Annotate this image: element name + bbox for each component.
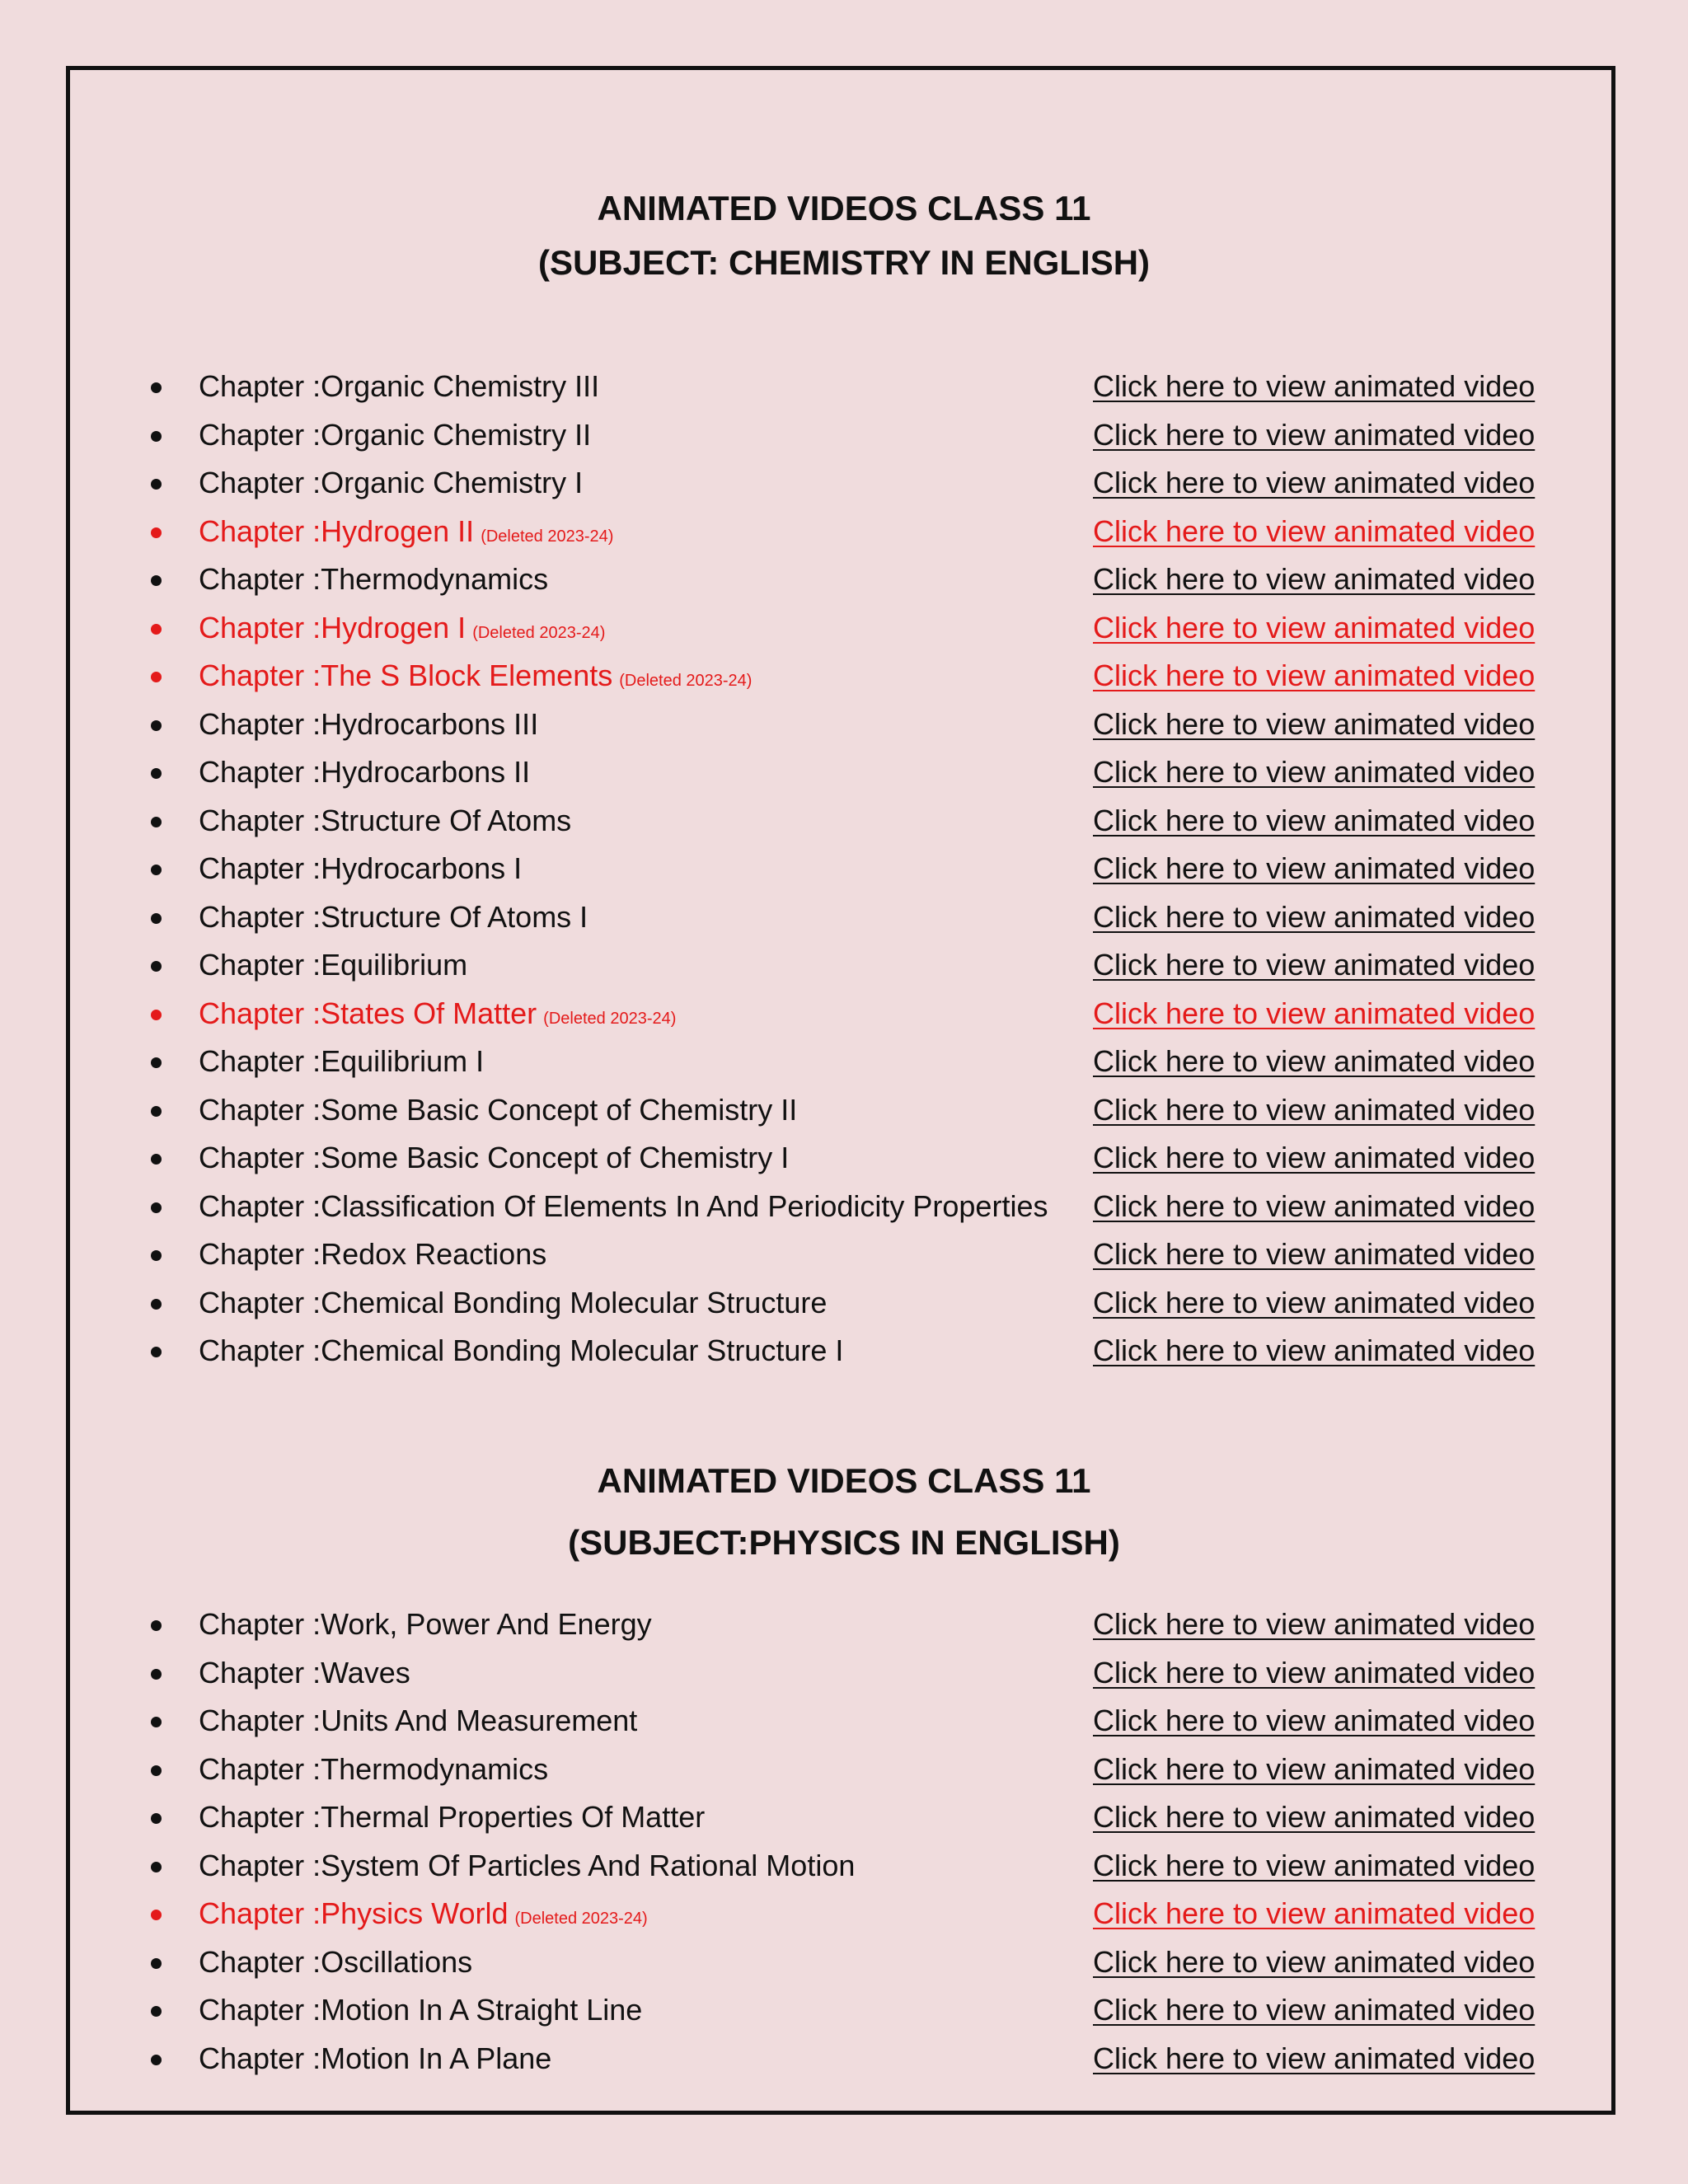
chapter-label: Chapter :Oscillations [199, 1944, 473, 1979]
bullet-icon [151, 1010, 162, 1020]
view-video-link[interactable]: Click here to view animated video [1093, 1607, 1536, 1641]
chapter-title [199, 845, 522, 893]
deleted-note: (Deleted 2023-24) [514, 1910, 648, 1928]
list-item [0, 508, 1688, 556]
view-video-link[interactable]: Click here to view animated video [1093, 562, 1536, 596]
chapter-title [199, 1842, 855, 1891]
list-item [0, 1038, 1688, 1086]
chapter-title [199, 1793, 705, 1842]
chapter-title [199, 508, 613, 561]
bullet-icon [151, 1813, 162, 1824]
physics-heading [0, 1450, 1688, 1573]
bullet-icon [151, 1669, 162, 1680]
list-item [0, 797, 1688, 846]
list-item [0, 990, 1688, 1038]
view-video-link[interactable]: Click here to view animated video [1093, 803, 1536, 837]
list-item [0, 701, 1688, 749]
chemistry-chapter-list [0, 363, 1688, 1376]
chapter-title [199, 363, 599, 411]
bullet-icon [151, 1250, 162, 1261]
bullet-icon [151, 2055, 162, 2065]
bullet-icon [151, 1299, 162, 1310]
deleted-note: (Deleted 2023-24) [481, 527, 614, 546]
bullet-icon [151, 961, 162, 972]
chapter-label: Chapter :Hydrocarbons II [199, 755, 531, 789]
chapter-label: Chapter :The S Block Elements [199, 658, 613, 692]
view-video-link[interactable]: Click here to view animated video [1093, 948, 1536, 982]
deleted-note: (Deleted 2023-24) [619, 672, 753, 690]
chapter-title [199, 1279, 827, 1328]
chapter-label: Chapter :Organic Chemistry I [199, 466, 584, 499]
view-video-link[interactable]: Click here to view animated video [1093, 996, 1536, 1030]
list-item [0, 845, 1688, 893]
physics-heading-line1: ANIMATED VIDEOS CLASS 11 [597, 1461, 1091, 1500]
deleted-note: (Deleted 2023-24) [543, 1009, 677, 1028]
chapter-title [199, 748, 530, 797]
chapter-label: Chapter :Redox Reactions [199, 1237, 547, 1271]
chapter-title [199, 1986, 642, 2035]
chapter-title [199, 652, 752, 705]
bullet-icon [151, 1106, 162, 1117]
list-item [0, 1842, 1688, 1891]
bullet-icon [151, 1717, 162, 1727]
bullet-icon [151, 575, 162, 586]
chapter-label: Chapter :States Of Matter [199, 996, 537, 1030]
view-video-link[interactable]: Click here to view animated video [1093, 755, 1536, 789]
list-item [0, 459, 1688, 508]
view-video-link[interactable]: Click here to view animated video [1093, 1655, 1536, 1690]
list-item [0, 748, 1688, 797]
list-item [0, 1183, 1688, 1231]
list-item [0, 1230, 1688, 1279]
bullet-icon [151, 672, 162, 682]
chapter-title [199, 1183, 1048, 1231]
list-item [0, 1279, 1688, 1328]
view-video-link[interactable]: Click here to view animated video [1093, 2041, 1536, 2075]
view-video-link[interactable]: Click here to view animated video [1093, 369, 1536, 403]
bullet-icon [151, 817, 162, 827]
bullet-icon [151, 624, 162, 635]
bullet-icon [151, 1347, 162, 1357]
chapter-title [199, 604, 605, 658]
chapter-title [199, 893, 588, 942]
view-video-link[interactable]: Click here to view animated video [1093, 1092, 1536, 1127]
view-video-link[interactable]: Click here to view animated video [1093, 1848, 1536, 1882]
list-item [0, 1601, 1688, 1649]
chapter-title [199, 1327, 843, 1376]
list-item [0, 411, 1688, 460]
chapter-label: Chapter :Chemical Bonding Molecular Structure [199, 1285, 828, 1319]
bullet-icon [151, 431, 162, 442]
chemistry-heading [0, 181, 1688, 290]
list-item [0, 1793, 1688, 1842]
view-video-link[interactable]: Click here to view animated video [1093, 899, 1536, 934]
chapter-title [199, 1230, 546, 1279]
chapter-label: Chapter :Waves [199, 1655, 410, 1690]
chapter-title [199, 1134, 789, 1183]
view-video-link[interactable]: Click here to view animated video [1093, 1188, 1536, 1223]
chapter-label: Chapter :Classification Of Elements In And Periodicity Properties [199, 1188, 1048, 1223]
view-video-link[interactable]: Click here to view animated video [1093, 1751, 1536, 1786]
bullet-icon [151, 1958, 162, 1969]
chapter-label: Chapter :Physics World [199, 1896, 509, 1930]
bullet-icon [151, 720, 162, 731]
chapter-title [199, 941, 467, 990]
chapter-label: Chapter :Hydrogen I [199, 610, 467, 644]
chapter-label: Chapter :Organic Chemistry II [199, 417, 592, 452]
list-item [0, 1086, 1688, 1135]
list-item [0, 604, 1688, 653]
chapter-label: Chapter :Equilibrium [199, 948, 468, 982]
list-item [0, 1327, 1688, 1376]
chapter-title [199, 411, 591, 460]
chapter-label: Chapter :Motion In A Straight Line [199, 1993, 643, 2027]
view-video-link[interactable]: Click here to view animated video [1093, 466, 1536, 499]
view-video-link[interactable]: Click here to view animated video [1093, 851, 1536, 885]
list-item [0, 1890, 1688, 1938]
chapter-title [199, 701, 538, 749]
bullet-icon [151, 1620, 162, 1631]
chapter-title [199, 1890, 648, 1943]
chapter-label: Chapter :Units And Measurement [199, 1704, 638, 1737]
chapter-label: Chapter :Chemical Bonding Molecular Structure I [199, 1333, 844, 1367]
list-item [0, 555, 1688, 604]
view-video-link[interactable]: Click here to view animated video [1093, 1285, 1536, 1319]
chapter-label: Chapter :Organic Chemistry III [199, 369, 600, 403]
chapter-label: Chapter :Hydrocarbons I [199, 851, 523, 885]
chapter-title [199, 990, 676, 1043]
chapter-title [199, 2035, 551, 2083]
bullet-icon [151, 527, 162, 538]
chapter-label: Chapter :Some Basic Concept of Chemistry II [199, 1092, 798, 1127]
bullet-icon [151, 382, 162, 393]
list-item [0, 1938, 1688, 1987]
view-video-link[interactable]: Click here to view animated video [1093, 1896, 1536, 1930]
list-item [0, 652, 1688, 701]
bullet-icon [151, 1057, 162, 1068]
view-video-link[interactable]: Click here to view animated video [1093, 1333, 1536, 1367]
list-item [0, 1986, 1688, 2035]
chapter-title [199, 1086, 797, 1135]
chapter-title [199, 1649, 410, 1698]
list-item [0, 363, 1688, 411]
bullet-icon [151, 1202, 162, 1213]
bullet-icon [151, 913, 162, 924]
bullet-icon [151, 1910, 162, 1920]
chapter-label: Chapter :Work, Power And Energy [199, 1607, 652, 1641]
chapter-label: Chapter :Hydrocarbons III [199, 706, 539, 741]
chapter-label: Chapter :Structure Of Atoms [199, 803, 572, 837]
list-item [0, 2035, 1688, 2083]
view-video-link[interactable]: Click here to view animated video [1093, 513, 1536, 548]
chapter-title [199, 459, 583, 508]
list-item [0, 1134, 1688, 1183]
list-item [0, 1697, 1688, 1746]
list-item [0, 1649, 1688, 1698]
chapter-label: Chapter :Thermodynamics [199, 562, 549, 596]
chapter-title [199, 555, 548, 604]
list-item [0, 893, 1688, 942]
chemistry-heading-line1: ANIMATED VIDEOS CLASS 11 [597, 189, 1091, 227]
bullet-icon [151, 2006, 162, 2017]
chapter-title [199, 1038, 484, 1086]
view-video-link[interactable]: Click here to view animated video [1093, 610, 1536, 644]
bullet-icon [151, 1154, 162, 1165]
chapter-label: Chapter :Some Basic Concept of Chemistry I [199, 1141, 790, 1174]
view-video-link[interactable]: Click here to view animated video [1093, 417, 1536, 452]
chapter-label: Chapter :Structure Of Atoms I [199, 899, 588, 934]
chapter-label: Chapter :System Of Particles And Rational Motion [199, 1848, 856, 1882]
bullet-icon [151, 1765, 162, 1776]
deleted-note: (Deleted 2023-24) [472, 623, 606, 642]
view-video-link[interactable]: Click here to view animated video [1093, 1044, 1536, 1078]
bullet-icon [151, 768, 162, 779]
bullet-icon [151, 865, 162, 875]
view-video-link[interactable]: Click here to view animated video [1093, 706, 1536, 741]
chapter-label: Chapter :Equilibrium I [199, 1044, 485, 1078]
chapter-title [199, 1697, 637, 1746]
view-video-link[interactable]: Click here to view animated video [1093, 1800, 1536, 1834]
chapter-label: Chapter :Thermal Properties Of Matter [199, 1800, 706, 1834]
chapter-title [199, 797, 571, 846]
chapter-title [199, 1601, 652, 1649]
physics-chapter-list [0, 1601, 1688, 2083]
physics-heading-line2: (SUBJECT:PHYSICS IN ENGLISH) [568, 1523, 1120, 1562]
list-item [0, 1746, 1688, 1794]
chapter-label: Chapter :Thermodynamics [199, 1751, 549, 1786]
chemistry-heading-line2: (SUBJECT: CHEMISTRY IN ENGLISH) [537, 243, 1151, 282]
view-video-link[interactable]: Click here to view animated video [1093, 1237, 1536, 1271]
view-video-link[interactable]: Click here to view animated video [1093, 1993, 1536, 2027]
view-video-link[interactable]: Click here to view animated video [1093, 1704, 1536, 1737]
list-item [0, 941, 1688, 990]
chapter-title [199, 1746, 548, 1794]
chapter-title [199, 1938, 472, 1987]
view-video-link[interactable]: Click here to view animated video [1093, 658, 1536, 692]
chapter-label: Chapter :Hydrogen II [199, 513, 475, 548]
bullet-icon [151, 1862, 162, 1872]
view-video-link[interactable]: Click here to view animated video [1093, 1141, 1536, 1174]
view-video-link[interactable]: Click here to view animated video [1093, 1944, 1536, 1979]
bullet-icon [151, 479, 162, 490]
chapter-label: Chapter :Motion In A Plane [199, 2041, 552, 2075]
